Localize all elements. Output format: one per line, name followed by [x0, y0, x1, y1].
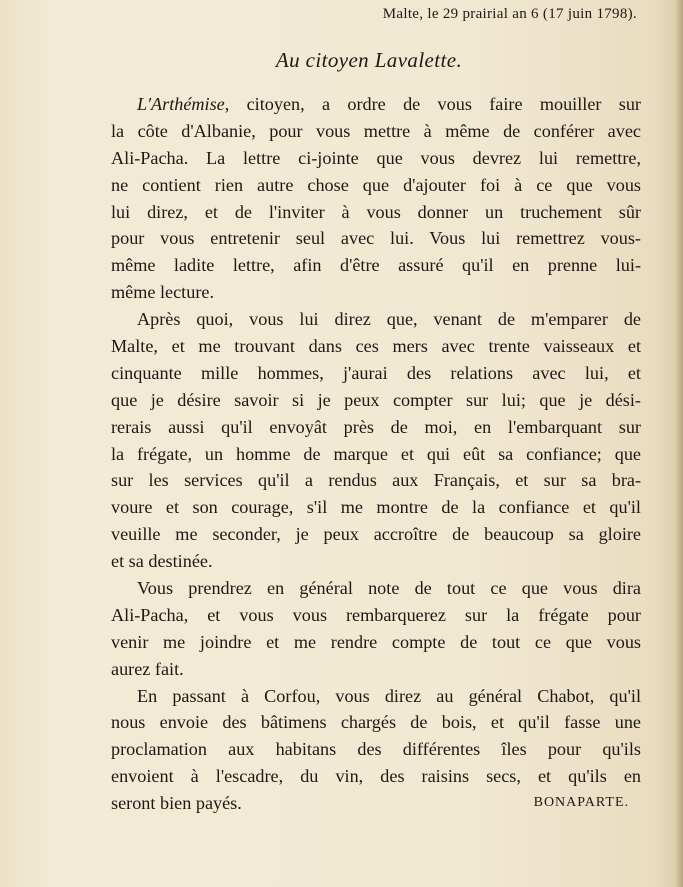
text-line: pour vous entretenir seul avec lui. Vous lui remettrez vous- [111, 228, 641, 249]
text-line: ne contient rien autre chose que d'ajouter foi à ce que vous [111, 174, 641, 195]
text-line: même ladite lettre, afin d'être assuré qu'il en prenne lui- [111, 255, 641, 276]
text-line [111, 91, 641, 118]
ship-name: L'Arthémise [137, 94, 225, 114]
text-line: Malte, et me trouvant dans ces mers avec trente vaisseaux et [111, 336, 641, 357]
letter-heading: Au citoyen Lavalette. [275, 48, 463, 72]
text-line: la frégate, un homme de marque et qui eût sa confiance; que [111, 443, 641, 464]
text-line: venir me joindre et me rendre compte de tout ce que vous [111, 631, 641, 652]
paragraph [111, 91, 641, 306]
text-line: En passant à Corfou, vous direz au général Chabot, qu'il [137, 685, 641, 706]
page-edge-shadow [675, 0, 683, 887]
signature: BONAPARTE. [533, 795, 629, 811]
text-line: aurez fait. [111, 658, 184, 679]
text-line: la côte d'Albanie, pour vous mettre à même de conférer avec [111, 120, 641, 141]
text-line: voure et son courage, s'il me montre de la confiance et qu'il [111, 497, 641, 518]
text-line: Ali-Pacha, et vous vous rembarquerez sur la frégate pour [111, 604, 641, 625]
text-line: Vous prendrez en général note de tout ce que vous dira [137, 578, 641, 599]
dateline: Malte, le 29 prairial an 6 (17 juin 1798). [382, 6, 637, 22]
text-line: même lecture. [111, 282, 215, 303]
paragraph [111, 306, 641, 575]
text-line: lui direz, et de l'inviter à vous donner un truchement sûr [111, 201, 641, 222]
text-line: sur les services qu'il a rendus aux Français, et sur sa bra- [111, 470, 641, 491]
closing-line [111, 790, 641, 817]
text-line: que je désire savoir si je peux compter sur lui; que je dési- [111, 389, 641, 410]
text-line: proclamation aux habitans des différentes îles pour qu'ils [111, 739, 641, 760]
text-line: veuille me seconder, je peux accroître de beaucoup sa gloire [111, 524, 641, 545]
text-line-content: , citoyen, a ordre de vous faire mouiller sur [224, 94, 641, 114]
text-line: nous envoie des bâtimens chargés de bois, et qu'il fasse une [111, 712, 641, 733]
text-line: Ali-Pacha. La lettre ci-jointe que vous devrez lui remettre, [111, 147, 641, 168]
text-line: Après quoi, vous lui direz que, venant de m'emparer de [137, 309, 641, 330]
closing-text: seront bien payés. [111, 793, 242, 814]
paragraph [111, 575, 641, 683]
text-line: envoient à l'escadre, du vin, des raisins secs, et qu'ils en [111, 766, 641, 787]
text-line: cinquante mille hommes, j'aurai des relations avec lui, et [111, 362, 641, 383]
letter-body [111, 91, 641, 817]
text-line: et sa destinée. [111, 551, 213, 572]
text-line: rerais aussi qu'il envoyât près de moi, en l'embarquant sur [111, 416, 641, 437]
paragraph [111, 683, 641, 791]
